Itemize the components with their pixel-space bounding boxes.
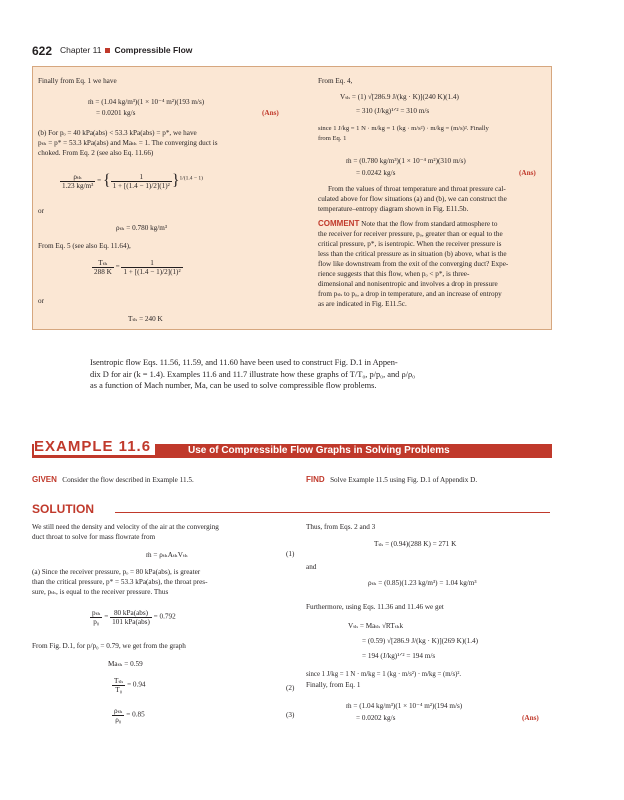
density-ratio-result: [112, 706, 145, 724]
solution-equation: ρₜₕ = (0.85)(1.23 kg/m³) = 1.04 kg/m³: [368, 579, 477, 587]
solution-rule: [115, 512, 550, 513]
square-bullet-icon: [105, 48, 110, 53]
find-label: FIND: [306, 475, 325, 484]
equation-number: (3): [286, 711, 295, 719]
solution-equation: = 194 (J/kg)¹ᐟ² = 194 m/s: [362, 652, 436, 660]
box-line: culated above for flow situations (a) and (b), we can construct the: [318, 195, 507, 203]
box-line: (b) For pₒ = 40 kPa(abs) < 53.3 kPa(abs) = p*, we have: [38, 129, 197, 137]
box-line: choked. From Eq. 2 (see also Eq. 11.66): [38, 149, 154, 157]
answer-tag: (Ans): [522, 714, 539, 722]
solution-equation: = 0.0202 kg/s: [356, 714, 396, 722]
solution-paragraph: [32, 522, 300, 542]
or-text: or: [38, 207, 44, 215]
solution-line: (a) Since the receiver pressure, pₒ = 80 kPa(abs), is greater: [32, 568, 201, 576]
temperature-ratio-result: [112, 676, 146, 694]
solution-line: Thus, from Eqs. 2 and 3: [306, 523, 376, 531]
fraction-numerator: Tₜₕ: [114, 677, 124, 685]
comment-label: COMMENT: [318, 219, 360, 228]
box-equation: = 0.0201 kg/s: [96, 109, 136, 117]
box-line: rience suggests that this flow, when pₒ < p*, is three-: [318, 270, 470, 278]
box-equation: ṁ = (0.780 kg/m³)(1 × 10⁻⁴ m²)(310 m/s): [346, 157, 466, 165]
box-line: temperature–entropy diagram shown in Fig. E11.5b.: [318, 205, 469, 213]
box-line: pₜₕ = p* = 53.3 kPa(abs) and Maₜₕ = 1. The converging duct is: [38, 139, 218, 147]
fraction-denominator: 1 + [(1.4 − 1)/2](1)²: [123, 267, 181, 276]
box-line: Finally from Eq. 1 we have: [38, 77, 117, 85]
fraction-numerator: 1: [111, 173, 172, 182]
box-line: as are indicated in Fig. E11.5c.: [318, 300, 407, 308]
equation-number: (2): [286, 684, 295, 692]
fraction-denominator: T₀: [115, 686, 123, 694]
solution-line: duct throat to solve for mass flowrate from: [32, 533, 156, 541]
chapter-label: Chapter 11: [60, 45, 102, 55]
box-paragraph: [318, 124, 550, 144]
box-line: From Eq. 4,: [318, 77, 353, 85]
solution-line: and: [306, 563, 317, 571]
fraction-numerator: ρₜₕ: [60, 172, 95, 182]
running-header: [60, 45, 192, 55]
box-line: less than the critical pressure as in situation (b) above, what is the: [318, 250, 507, 258]
box-equation: ṁ = (1.04 kg/m³)(1 × 10⁻⁴ m²)(193 m/s): [88, 98, 205, 106]
section-label: Compressible Flow: [114, 45, 193, 55]
fraction-denominator: ρ₀: [115, 716, 122, 724]
box-line: From the values of throat temperature and throat pressure cal-: [328, 185, 506, 193]
solution-line: sure, pₜₕ, is equal to the receiver pressure. Thus: [32, 588, 169, 596]
ratio-result: = 0.792: [153, 612, 176, 621]
solution-line: Finally, from Eq. 1: [306, 681, 361, 689]
solution-line: than the critical pressure, p* = 53.3 kPa(abs), the throat pres-: [32, 578, 208, 586]
given-section: [32, 475, 194, 485]
box-line: From Eq. 5 (see also Eq. 11.64),: [38, 242, 131, 250]
fraction-denominator: 101 kPa(abs): [112, 617, 150, 626]
fraction-denominator: 1 + [(1.4 − 1)/2](1)²: [112, 181, 170, 190]
body-line: as a function of Mach number, Ma, can be used to solve compressible flow problems.: [90, 381, 377, 390]
solution-line: since 1 J/kg = 1 N · m/kg = 1 (kg · m/s²) · m/kg = (m/s)².: [306, 671, 462, 678]
solution-line: We still need the density and velocity of the air at the converging: [32, 523, 219, 531]
solution-equation: Tₜₕ = (0.94)(288 K) = 271 K: [374, 540, 457, 548]
body-line: dix D for air (k = 1.4). Examples 11.6 and 11.7 illustrate how these graphs of T/T₀, p/p₀, and ρ/ρ₀: [90, 369, 416, 379]
comment-paragraph: [318, 219, 550, 309]
box-equation: = 0.0242 kg/s: [356, 169, 396, 177]
box-equation: = 310 (J/kg)¹ᐟ² = 310 m/s: [356, 107, 430, 115]
solution-paragraph: [32, 567, 300, 597]
example-label: EXAMPLE 11.6: [34, 438, 155, 455]
mach-result: Maₜₕ = 0.59: [108, 660, 143, 668]
fraction-numerator: ρₜₕ: [114, 707, 123, 715]
find-section: [306, 475, 477, 485]
box-equation: Vₜₕ = (1) √[286.9 J/(kg · K)](240 K)(1.4): [340, 93, 459, 101]
pressure-ratio-equation: $\frac{\text{pₜₕ}}{\text{p₀}}$ = $\frac{\text{80 kPa(abs)}}{\text{101 kPa(abs)}}$ = 0.792: [92, 608, 176, 626]
box-line: since 1 J/kg = 1 N · m/kg = 1 (kg · m/s²) · m/kg = (m/s)². Finally: [318, 125, 489, 132]
box-line: Note that the flow from standard atmosphere to: [361, 220, 498, 228]
find-text: Solve Example 11.5 using Fig. D.1 of Appendix D.: [330, 476, 478, 484]
box-line: the receiver for receiver pressure, pₒ, greater than or equal to the: [318, 230, 503, 238]
given-text: Consider the flow described in Example 11.5.: [62, 476, 194, 484]
or-text: or: [38, 297, 44, 305]
solution-line: Furthermore, using Eqs. 11.36 and 11.46 we get: [306, 603, 444, 611]
exponent: 1/(1.4 − 1): [179, 175, 203, 182]
box-line: flow like downstream from the exit of the converging duct? Expe-: [318, 260, 509, 268]
box-line: dimensional and nonisentropic and involves a drop in pressure: [318, 280, 498, 288]
given-label: GIVEN: [32, 475, 57, 484]
answer-tag: (Ans): [519, 169, 536, 177]
solution-line: From Fig. D.1, for p/p₀ = 0.79, we get from the graph: [32, 642, 186, 650]
temperature-ratio-equation: $\frac{\text{Tₜₕ}}{288 K}$ = $\frac{1}{\text{1 + [(1.4 − 1)/2](1)²}}$: [94, 258, 181, 276]
box-paragraph: [38, 128, 303, 158]
fraction-numerator: Tₜₕ: [92, 258, 114, 268]
box-line: from pₜₕ to pₒ, a drop in temperature, and an increase of entropy: [318, 290, 502, 298]
body-paragraph: [90, 357, 550, 392]
solution-equation: = (0.59) √[286.9 J/(kg · K)](269 K)(1.4): [362, 637, 478, 645]
solution-heading: SOLUTION: [32, 502, 94, 516]
box-line: from Eq. 1: [318, 135, 347, 142]
box-paragraph: [318, 184, 550, 214]
mass-flow-equation: ṁ = ρₜₕAₜₕVₜₕ: [146, 551, 188, 559]
fraction-numerator: 80 kPa(abs): [110, 609, 152, 618]
box-equation: Tₜₕ = 240 K: [128, 315, 163, 323]
box-equation: ρₜₕ = 0.780 kg/m³: [116, 224, 168, 232]
box-line: critical pressure, p*, is isentropic. When the receiver pressure is: [318, 240, 502, 248]
solution-equation: ṁ = (1.04 kg/m³)(1 × 10⁻⁴ m²)(194 m/s): [346, 702, 463, 710]
density-ratio-equation: $\frac{\text{ρₜₕ}}{\text{1.23 kg/m³}}$ = { $\frac{1}{\text{1 + [(1.4 − 1)/2](1)²}}$ }$^{1/(1.4 - 1)}$: [62, 172, 203, 190]
solution-equation: Vₜₕ = Maₜₕ √RTₜₕk: [348, 622, 404, 630]
page-number: 622: [32, 44, 53, 58]
answer-tag: (Ans): [262, 109, 279, 117]
equation-number: (1): [286, 550, 295, 558]
ratio-result: = 0.94: [127, 680, 146, 689]
fraction-denominator: 1.23 kg/m³: [62, 182, 94, 190]
fraction-denominator: 288 K: [94, 268, 112, 276]
body-line: Isentropic flow Eqs. 11.56, 11.59, and 11.60 have been used to construct Fig. D.1 in Appen-: [90, 358, 398, 367]
example-title: Use of Compressible Flow Graphs in Solving Problems: [188, 445, 450, 456]
ratio-result: = 0.85: [126, 710, 145, 719]
fraction-numerator: pₜₕ: [92, 609, 101, 617]
fraction-numerator: 1: [121, 259, 182, 268]
fraction-denominator: p₀: [93, 618, 100, 626]
